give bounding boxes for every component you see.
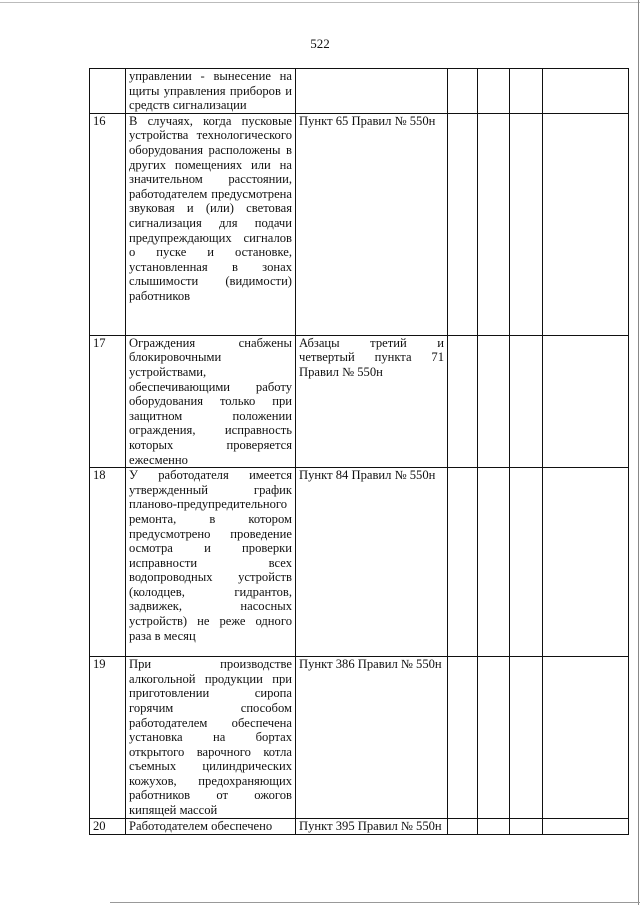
checklist-table bbox=[89, 68, 629, 835]
answer-cell bbox=[510, 113, 543, 335]
answer-cell bbox=[478, 468, 510, 657]
table-row bbox=[90, 819, 629, 835]
table-row bbox=[90, 113, 629, 335]
requirement-text: В случаях, когда пусковые устройства технологического оборудования расположены в других помещениях или на значительном расстоянии, работодателем предусмотрена звуковая и (или) световая сигнализация для подачи предупреждающих сигналов о пуске и остановке, установленная в зонах слышимости (видимости) работников bbox=[126, 113, 296, 335]
row-number bbox=[90, 69, 126, 114]
note-cell bbox=[543, 657, 629, 819]
answer-cell bbox=[478, 113, 510, 335]
requirement-text: При производстве алкогольной продукции при приготовлении сиропа горячим способом работодателем обеспечена установка на бортах открытого варочного котла съемных цилиндрических кожухов, предохраняющих работников от ожогов кипящей массой bbox=[126, 657, 296, 819]
table-row bbox=[90, 657, 629, 819]
page-number: 522 bbox=[310, 36, 330, 51]
answer-cell bbox=[510, 657, 543, 819]
answer-cell bbox=[510, 468, 543, 657]
answer-cell bbox=[448, 657, 478, 819]
answer-cell bbox=[448, 819, 478, 835]
answer-cell bbox=[478, 335, 510, 467]
scan-edge-right bbox=[638, 0, 639, 905]
legal-reference: Пункт 84 Правил № 550н bbox=[296, 468, 448, 657]
note-cell bbox=[543, 468, 629, 657]
legal-reference bbox=[296, 69, 448, 114]
requirement-text: Ограждения снабжены блокировочными устройствами, обеспечивающими работу оборудования только при защитном положении ограждения, исправность которых проверяется ежесменно bbox=[126, 335, 296, 467]
answer-cell bbox=[510, 819, 543, 835]
scan-edge-top bbox=[0, 2, 640, 3]
requirement-text: управлении - вынесение на щиты управления приборов и средств сигнализации bbox=[126, 69, 296, 114]
answer-cell bbox=[448, 69, 478, 114]
legal-reference: Абзацы третий и четвертый пункта 71 Правил № 550н bbox=[296, 335, 448, 467]
row-number: 16 bbox=[90, 113, 126, 335]
table-row bbox=[90, 69, 629, 114]
row-number: 19 bbox=[90, 657, 126, 819]
note-cell bbox=[543, 113, 629, 335]
answer-cell bbox=[510, 335, 543, 467]
row-number: 17 bbox=[90, 335, 126, 467]
legal-reference: Пункт 65 Правил № 550н bbox=[296, 113, 448, 335]
row-number: 20 bbox=[90, 819, 126, 835]
answer-cell bbox=[510, 69, 543, 114]
legal-reference: Пункт 395 Правил № 550н bbox=[296, 819, 448, 835]
row-number: 18 bbox=[90, 468, 126, 657]
answer-cell bbox=[448, 335, 478, 467]
requirement-text: Работодателем обеспечено bbox=[126, 819, 296, 835]
note-cell bbox=[543, 69, 629, 114]
answer-cell bbox=[478, 69, 510, 114]
table-row bbox=[90, 468, 629, 657]
scan-edge-bottom bbox=[110, 902, 640, 903]
answer-cell bbox=[448, 468, 478, 657]
table-row bbox=[90, 335, 629, 467]
answer-cell bbox=[478, 657, 510, 819]
answer-cell bbox=[478, 819, 510, 835]
answer-cell bbox=[448, 113, 478, 335]
note-cell bbox=[543, 819, 629, 835]
requirement-text: У работодателя имеется утвержденный график планово-предупредительного ремонта, в котором предусмотрено проведение осмотра и проверки исправности всех водопроводных устройств (колодцев, гидрантов, задвижек, насосных устройств) не реже одного раза в месяц bbox=[126, 468, 296, 657]
note-cell bbox=[543, 335, 629, 467]
legal-reference: Пункт 386 Правил № 550н bbox=[296, 657, 448, 819]
